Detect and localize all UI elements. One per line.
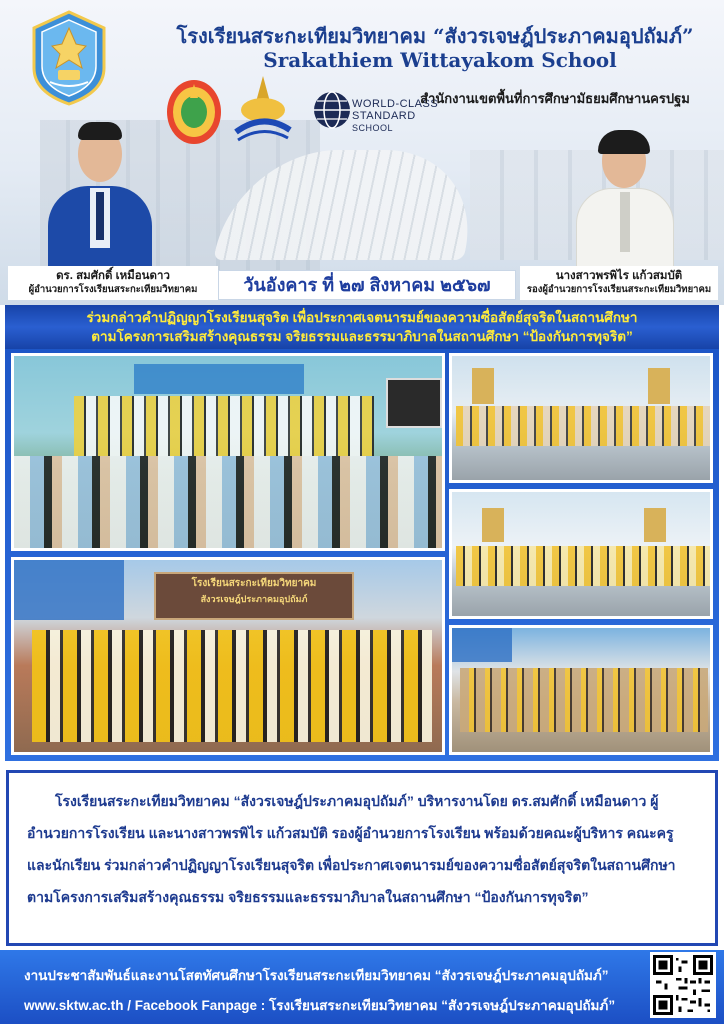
director-name-box: [8, 266, 218, 300]
globe-icon: [312, 88, 352, 132]
news-body-card: [6, 770, 718, 946]
sp-logo-icon: [228, 72, 298, 144]
photo-teachers-row-1: [449, 353, 713, 483]
qr-code-icon[interactable]: [650, 952, 716, 1018]
photo-collage: [5, 349, 719, 761]
photo-hall-students: [11, 353, 445, 551]
school-title-thai: โรงเรียนสระกะเทียมวิทยาคม “สังวรเจษฎ์ประภาคมอุปถัมภ์”: [176, 24, 694, 48]
school-title-english: Srakathiem Wittayakom School: [263, 48, 617, 72]
footer-pr-department: งานประชาสัมพันธ์และงานโสตทัศนศึกษาโรงเรียนสระกะเทียมวิทยาคม “สังวรเจษฎ์ประภาคมอุปถัมภ์”: [24, 968, 609, 983]
news-body-paragraph: โรงเรียนสระกะเทียมวิทยาคม “สังวรเจษฎ์ประภาคมอุปถัมภ์” บริหารงานโดย ดร.สมศักดิ์ เหมือนดาว ผู้อำนวยการโรงเรียน และนางสาวพรพิไร แก้วสมบัติ รองผู้อำนวยการโรงเรียน พร้อมด้วยคณะผู้บริหาร คณะครู และนักเรียน ร่วมกล่าวคำปฏิญญาโรงเรียนสุจริต เพื่อประกาศเจตนารมย์ของความซื่อสัตย์สุจริตในสถานศึกษา ตามโครงการเสริมสร้างคุณธรรม จริยธรรมและธรรมาภิบาลในสถานศึกษา “ป้องกันการทุจริต”: [27, 793, 676, 905]
school-crest-icon: [30, 10, 108, 106]
headline-banner: [5, 305, 719, 349]
school-sign-line-2: สังวรเจษฎ์ประภาคมอุปถัมภ์: [200, 594, 308, 604]
photo-teachers-row-2: [449, 489, 713, 619]
deputy-name-box: [520, 266, 718, 300]
deputy-name: นางสาวพรพิไร แก้วสมบัติ: [555, 270, 683, 282]
director-name: ดร. สมศักดิ์ เหมือนดาว: [56, 270, 170, 282]
headline-line-2: ตามโครงการเสริมสร้างคุณธรรม จริยธรรมและธรรมาภิบาลในสถานศึกษา “ป้องกันการทุจริต”: [91, 329, 633, 344]
headline-line-1: ร่วมกล่าวคำปฏิญญาโรงเรียนสุจริต เพื่อประกาศเจตนารมย์ของความซื่อสัตย์สุจริตในสถานศึกษา: [86, 310, 638, 325]
footer-website-facebook[interactable]: www.sktw.ac.th / Facebook Fanpage : โรงเรียนสระกะเทียมวิทยาคม “สังวรเจษฎ์ประภาคมอุปถัมภ์”: [24, 998, 616, 1013]
footer-bar: [0, 950, 724, 1024]
event-date: วันอังคาร ที่ ๒๗ สิงหาคม ๒๕๖๗: [218, 270, 516, 300]
deputy-portrait: [570, 130, 680, 270]
school-sign-line-1: โรงเรียนสระกะเทียมวิทยาคม: [191, 578, 317, 589]
director-portrait: [40, 118, 160, 268]
education-office-label: สำนักงานเขตพื้นที่การศึกษามัธยมศึกษานครปฐม: [420, 91, 690, 106]
photo-teachers-outdoor: [449, 625, 713, 755]
world-class-text: WORLD-CLASS STANDARD SCHOOL: [352, 98, 439, 133]
deputy-role: รองผู้อำนวยการโรงเรียนสระกะเทียมวิทยาคม: [526, 284, 712, 295]
obec-emblem-icon: [165, 74, 223, 146]
director-role: ผู้อำนวยการโรงเรียนสระกะเทียมวิทยาคม: [28, 284, 198, 295]
photo-school-sign-group: [11, 557, 445, 755]
